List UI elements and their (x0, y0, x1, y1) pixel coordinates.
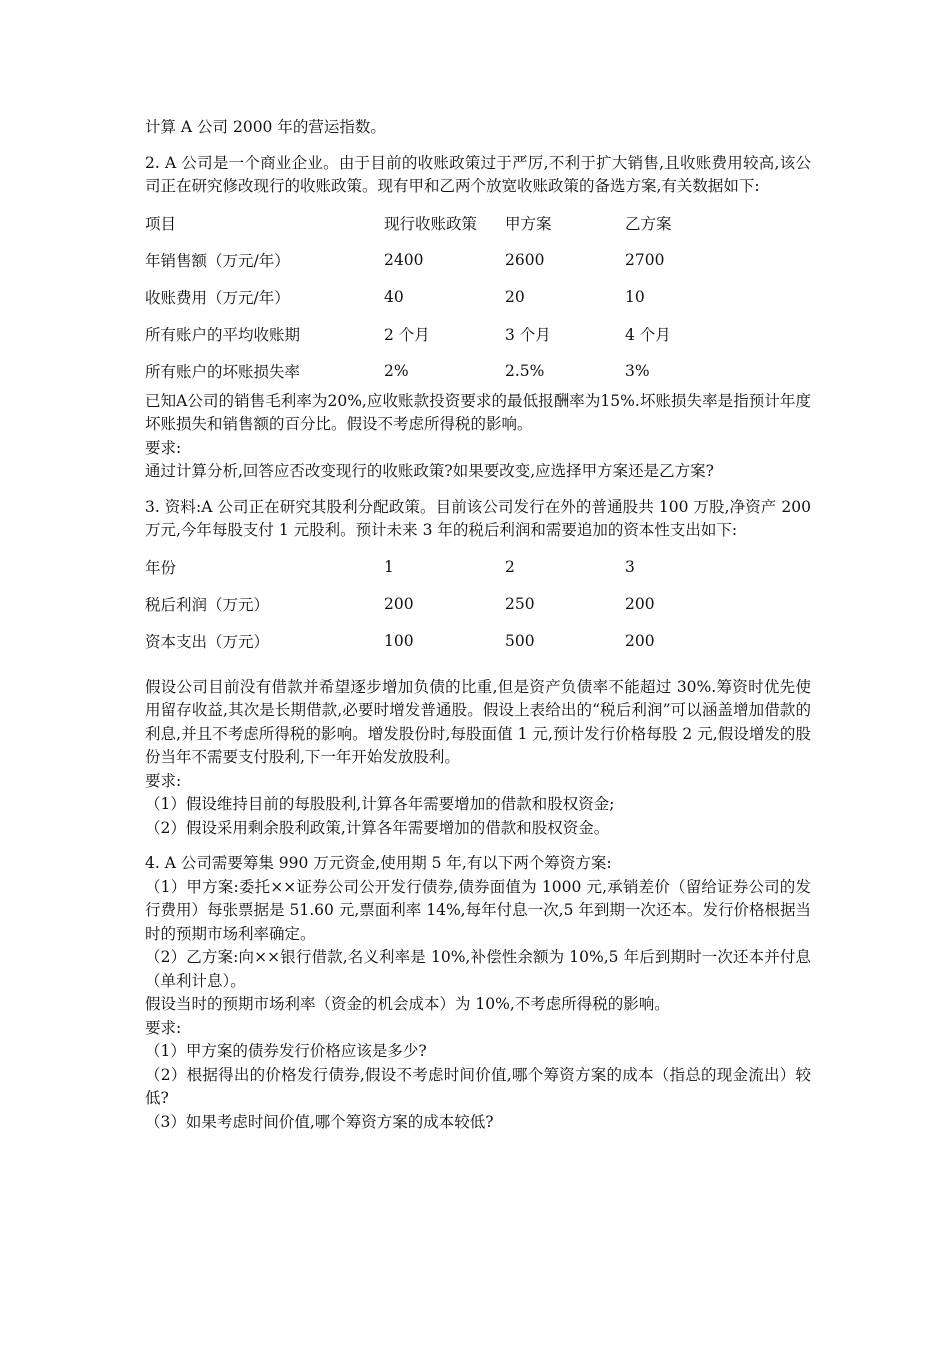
q3-requirement-label: 要求: (145, 771, 182, 790)
q4-requirement-2: （2）根据得出的价格发行债券,假设不考虑时间价值,哪个筹资方案的成本（指总的现金流出）较低? (145, 1065, 811, 1107)
table-cell: 100 (384, 632, 414, 650)
table-cell: 现行收账政策 (384, 215, 478, 233)
q4-plan-1: （1）甲方案:委托××证券公司公开发行债券,债券面值为 1000 元,承销差价（留给证券公司的发行费用）每张票据是 51.60 元,票面利率 14%,每年付息一次,5 年到期一次还本。发行价格根据当时的预期市场利率确定。 (145, 877, 811, 943)
table-cell: 200 (384, 595, 414, 613)
q2-note: 已知A公司的销售毛利率为20%,应收账款投资要求的最低报酬率为15%.坏账损失率是指预计年度坏账损失和销售额的百分比。假设不考虑所得税的影响。 (145, 391, 811, 433)
table-cell: 甲方案 (505, 215, 552, 233)
table-cell: 2 (505, 558, 515, 576)
table-cell: 2% (384, 362, 409, 380)
q3-note: 假设公司目前没有借款并希望逐步增加负债的比重,但是资产负债率不能超过 30%.筹资时优先使用留存收益,其次是长期借款,必要时增发普通股。假设上表给出的“税后利润”可以涵盖增加借款的利息,并且不考虑所得税的影响。增发股份时,每股面值 1 元,预计发行价格每股 2 元,假设增发的股份当年不需要支付股利,下一年开始发放股利。 (145, 677, 811, 766)
table-row (145, 353, 745, 390)
q2-table (145, 205, 745, 390)
table-cell: 乙方案 (625, 215, 672, 233)
table-row (145, 242, 745, 279)
table-cell: 40 (384, 288, 404, 306)
table-cell: 250 (505, 595, 535, 613)
table-cell: 20 (505, 288, 525, 306)
intro-line: 计算 A 公司 2000 年的营运指数。 (145, 118, 386, 136)
table-cell: 收账费用（万元/年） (145, 289, 290, 307)
table-cell: 1 (384, 558, 394, 576)
table-cell: 年销售额（万元/年） (145, 252, 290, 270)
table-row (145, 316, 745, 353)
table-cell: 500 (505, 632, 535, 650)
document-body (145, 116, 811, 1134)
q3-table (145, 549, 745, 660)
q3-paragraph: 3. 资料:A 公司正在研究其股利分配政策。目前该公司发行在外的普通股共 100 万股,净资产 200 万元,今年每股支付 1 元股利。预计未来 3 年的税后利润和需要追加的资本性支出如下: (145, 497, 811, 539)
q4-plan-2: （2）乙方案:向××银行借款,名义利率是 10%,补偿性余额为 10%,5 年后到期时一次还本并付息（单利计息）。 (145, 948, 811, 990)
table-cell: 年份 (145, 559, 177, 577)
table-row (145, 279, 745, 316)
table-cell: 10 (625, 288, 645, 306)
table-cell: 200 (625, 632, 655, 650)
q4-requirement-3: （3）如果考虑时间价值,哪个筹资方案的成本较低? (145, 1112, 494, 1131)
table-cell: 200 (625, 595, 655, 613)
table-cell: 所有账户的坏账损失率 (145, 363, 301, 381)
table-cell: 2400 (384, 251, 424, 269)
table-cell: 3 (625, 558, 635, 576)
table-cell: 所有账户的平均收账期 (145, 326, 301, 344)
table-cell: 3 个月 (505, 326, 551, 344)
table-cell: 3% (625, 362, 650, 380)
q4-paragraph: 4. A 公司需要筹集 990 万元资金,使用期 5 年,有以下两个筹资方案: (145, 854, 612, 872)
table-row (145, 623, 745, 660)
q4-requirement-label: 要求: (145, 1018, 182, 1037)
q3-requirement-2: （2）假设采用剩余股利政策,计算各年需要增加的借款和股权资金。 (145, 818, 610, 837)
table-row (145, 549, 745, 586)
q2-requirement-label: 要求: (145, 438, 182, 457)
table-cell: 2600 (505, 251, 545, 269)
table-row (145, 205, 745, 242)
q4-assumption: 假设当时的预期市场利率（资金的机会成本）为 10%,不考虑所得税的影响。 (145, 995, 670, 1013)
table-cell: 2 个月 (384, 326, 430, 344)
table-cell: 项目 (145, 215, 177, 233)
table-row (145, 586, 745, 623)
table-cell: 税后利润（万元） (145, 596, 270, 614)
q2-requirement: 通过计算分析,回答应否改变现行的收账政策?如果要改变,应选择甲方案还是乙方案? (145, 462, 714, 480)
q4-requirement-1: （1）甲方案的债券发行价格应该是多少? (145, 1042, 427, 1060)
table-cell: 2.5% (505, 362, 545, 380)
q2-paragraph: 2. A 公司是一个商业企业。由于目前的收账政策过于严厉,不利于扩大销售,且收账费用较高,该公司正在研究修改现行的收账政策。现有甲和乙两个放宽收账政策的备选方案,有关数据如下: (145, 153, 811, 195)
table-cell: 4 个月 (625, 326, 671, 344)
table-cell: 资本支出（万元） (145, 633, 270, 651)
table-cell: 2700 (625, 251, 665, 269)
q3-requirement-1: （1）假设维持目前的每股股利,计算各年需要增加的借款和股权资金; (145, 795, 615, 813)
